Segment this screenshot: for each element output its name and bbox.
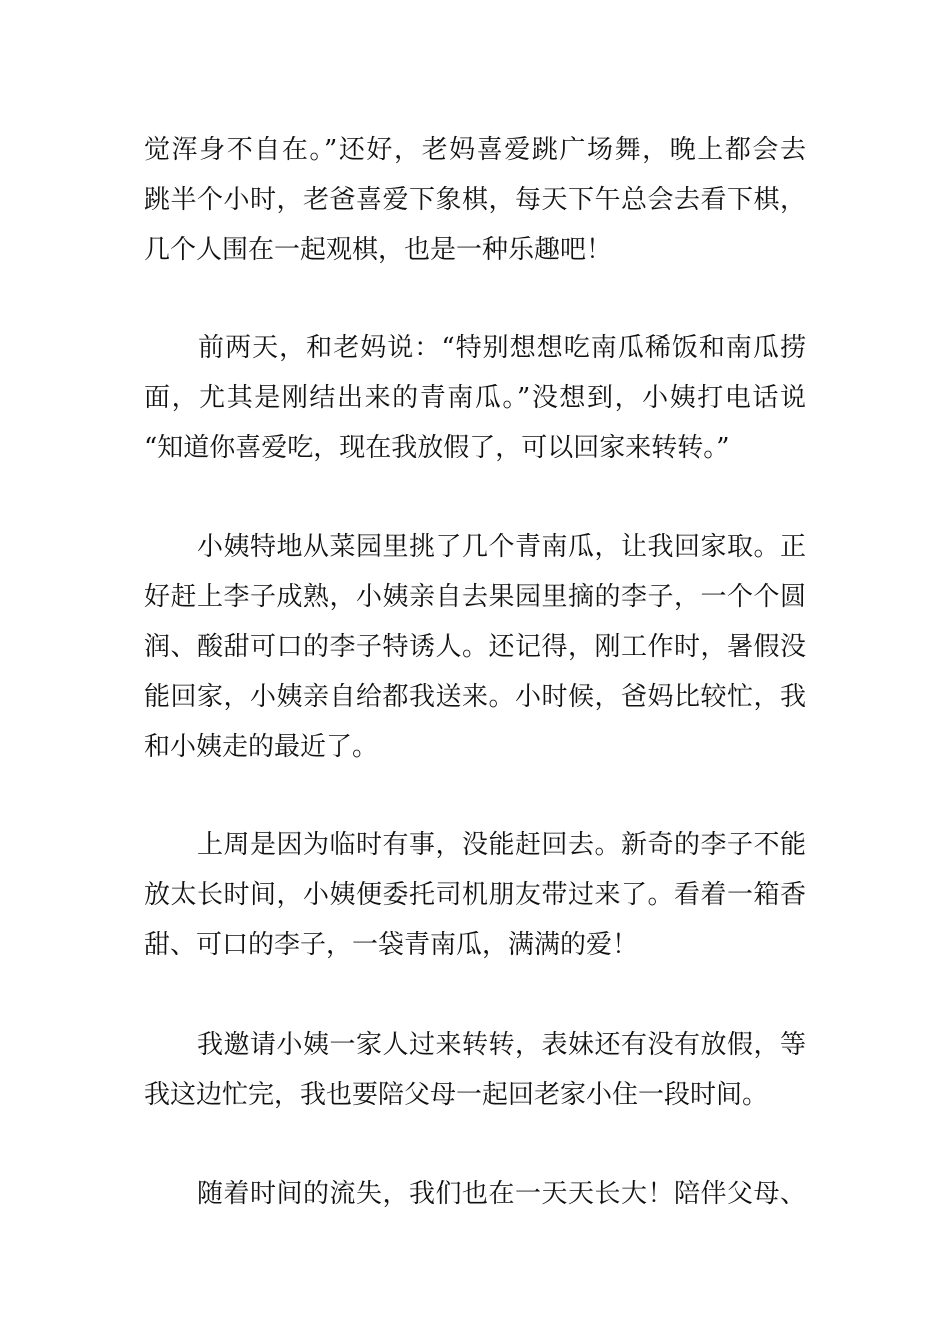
- paragraph-5: [144, 1020, 806, 1120]
- text-line: 能回家，小姨亲自给都我送来。小时候，爸妈比较忙，我: [144, 682, 806, 712]
- text-line: 前两天，和老妈说：“特别想想吃南瓜稀饭和南瓜捞: [144, 333, 806, 363]
- text-line: 甜、可口的李子，一袋青南瓜，满满的爱！: [144, 930, 639, 960]
- paragraph-1: [144, 125, 806, 275]
- paragraph-3: [144, 522, 806, 772]
- text-line: 润、酸甜可口的李子特诱人。还记得，刚工作时，暑假没: [144, 632, 806, 662]
- text-line: 我这边忙完，我也要陪父母一起回老家小住一段时间。: [144, 1080, 769, 1110]
- paragraph-6: [144, 1169, 806, 1219]
- text-line: 放太长时间，小姨便委托司机朋友带过来了。看着一箱香: [144, 880, 806, 910]
- text-line: 小姨特地从菜园里挑了几个青南瓜，让我回家取。正: [144, 532, 806, 562]
- text-line: 几个人围在一起观棋，也是一种乐趣吧！: [144, 235, 613, 265]
- text-line: 我邀请小姨一家人过来转转，表妹还有没有放假，等: [144, 1030, 806, 1060]
- text-line: 面，尤其是刚结出来的青南瓜。”没想到，小姨打电话说: [144, 383, 806, 413]
- text-line: 觉浑身不自在。”还好，老妈喜爱跳广场舞，晚上都会去: [144, 135, 806, 165]
- text-line: 随着时间的流失，我们也在一天天长大！陪伴父母、: [144, 1179, 806, 1209]
- paragraph-2: [144, 323, 806, 473]
- text-line: 好赶上李子成熟，小姨亲自去果园里摘的李子，一个个圆: [144, 582, 806, 612]
- text-line: 和小姨走的最近了。: [144, 732, 379, 762]
- text-line: “知道你喜爱吃，现在我放假了，可以回家来转转。”: [144, 433, 730, 463]
- text-line: 上周是因为临时有事，没能赶回去。新奇的李子不能: [144, 830, 806, 860]
- paragraph-4: [144, 820, 806, 970]
- text-line: 跳半个小时，老爸喜爱下象棋，每天下午总会去看下棋，: [144, 185, 806, 215]
